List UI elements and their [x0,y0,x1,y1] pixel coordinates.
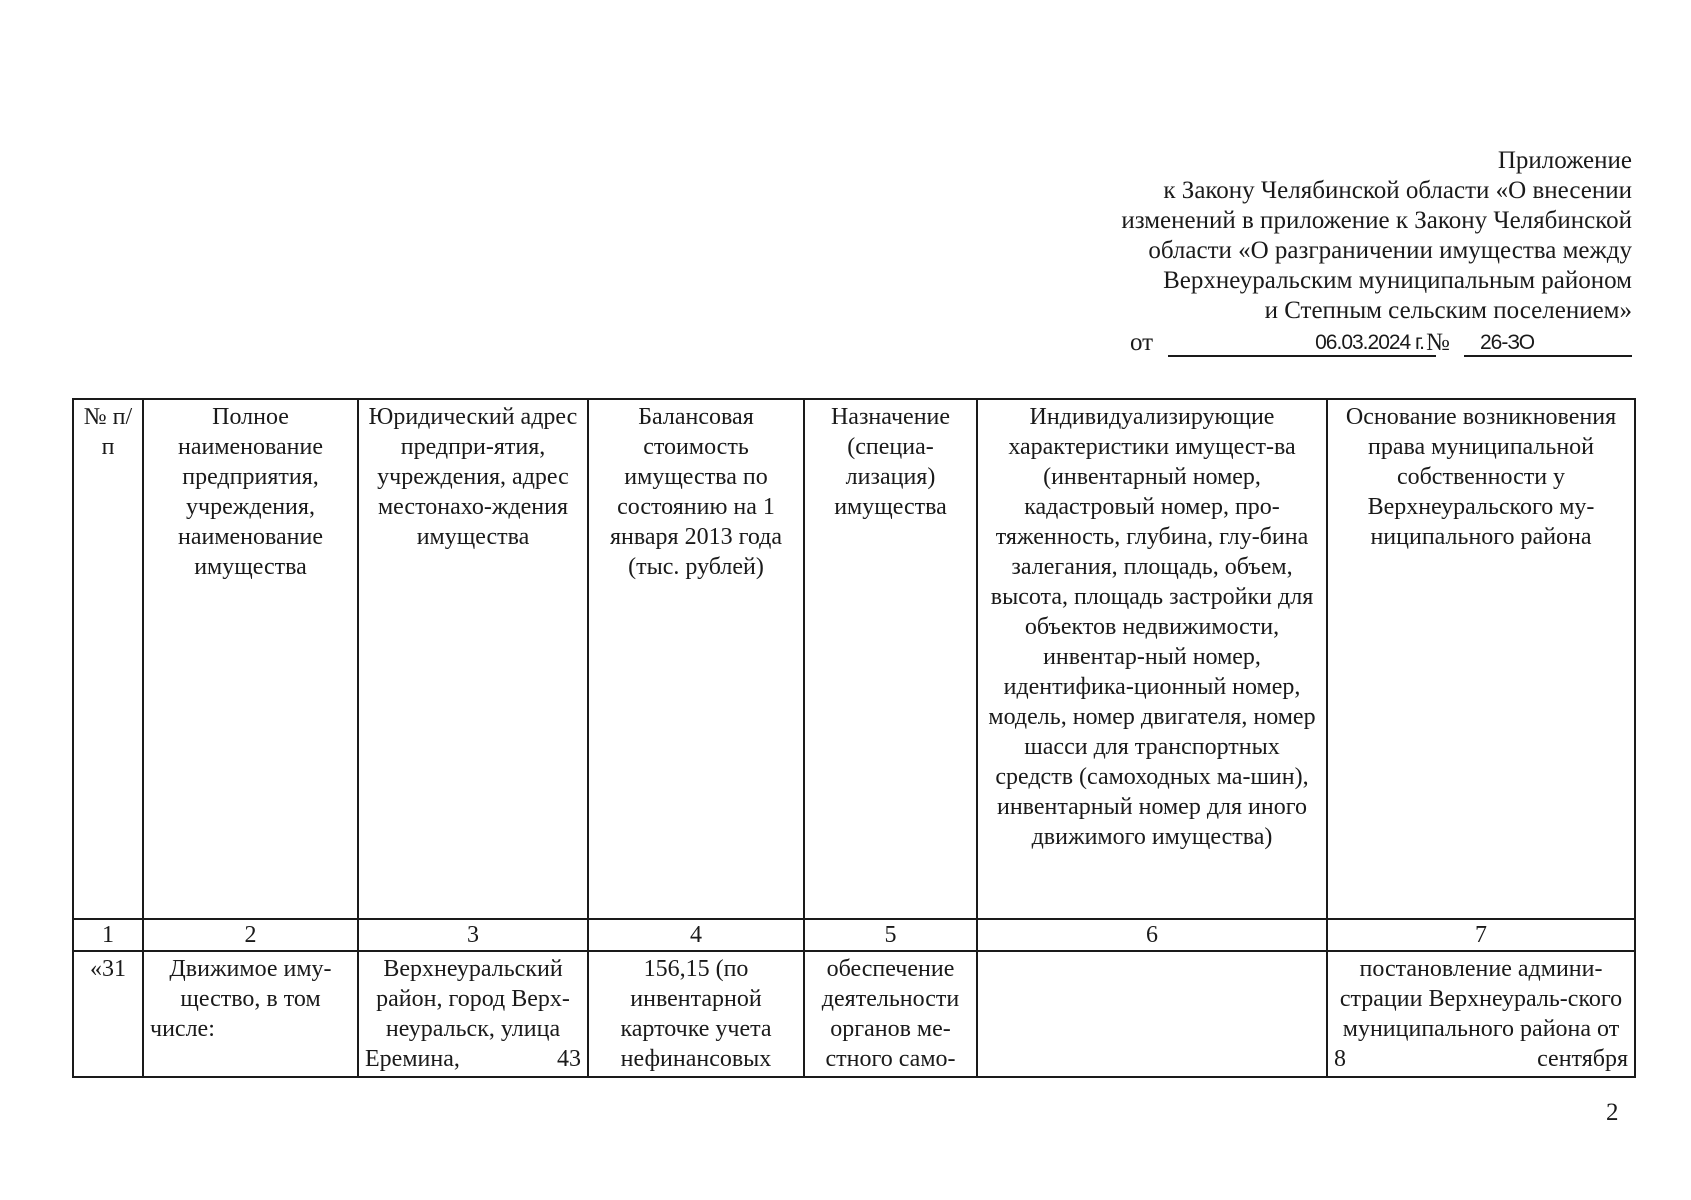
table-header-row [73,399,1635,919]
balance-value: 156,15 (по инвентарной карточке учета нефинансовых [588,951,804,1077]
property-table [72,398,1636,1078]
page-number: 2 [1606,1099,1619,1126]
number-sign: № [1426,329,1450,356]
row-number: «31 [73,951,143,1077]
property-purpose: обеспечение деятельности органов ме-стного само- [804,951,977,1077]
column-number: 4 [588,919,804,951]
header-cell-num: № п/п [73,399,143,919]
header-line: к Закону Челябинской области «О внесении [1163,177,1632,204]
header-line: изменений в приложение к Закону Челябинской [1121,207,1632,234]
header-cell-address: Юридический адрес предпри-ятия, учреждения, адрес местонахо-ждения имущества [358,399,588,919]
column-number: 5 [804,919,977,951]
header-line: и Степным сельским поселением» [1264,297,1632,324]
header-cell-characteristics: Индивидуализирующие характеристики имущест-ва (инвентарный номер, кадастровый номер, про-тяженность, глубина, глу-бина залегания, площадь, объем, высота, площадь застройки для объектов недвижимости, инвентар-ный номер, идентифика-ционный номер, модель, номер двигателя, номер шасси для транспортных средств (самоходных ма-шин), инвентарный номер для иного движимого имущества) [977,399,1327,919]
law-number: 26-ЗО [1464,328,1632,357]
ownership-basis: постановление админи-страции Верхнеураль-ского муниципального района от 8 сентября [1327,951,1635,1077]
law-date: 06.03.2024 г. [1168,328,1436,357]
header-cell-name: Полное наименование предприятия, учреждения, наименование имущества [143,399,358,919]
ot-label: от [1130,329,1154,356]
column-number: 7 [1327,919,1635,951]
header-line: области «О разграничении имущества между [1148,237,1632,264]
header-line: Приложение [1497,147,1632,174]
column-number-row [73,919,1635,951]
property-address: Верхнеуральский район, город Верх-неуральск, улица Еремина, 43 [358,951,588,1077]
column-number: 2 [143,919,358,951]
column-number: 1 [73,919,143,951]
column-number: 3 [358,919,588,951]
header-cell-basis: Основание возникновения права муниципальной собственности у Верхнеуральского му-ниципального района [1327,399,1635,919]
property-characteristics [977,951,1327,1077]
header-cell-value: Балансовая стоимость имущества по состоянию на 1 января 2013 года (тыс. рублей) [588,399,804,919]
table-row [73,951,1635,1077]
appendix-header [1050,146,1632,326]
header-line: Верхнеуральским муниципальным районом [1163,267,1632,294]
property-name: Движимое иму-щество, в том числе: [143,951,358,1077]
column-number: 6 [977,919,1327,951]
header-cell-purpose: Назначение (специа-лизация) имущества [804,399,977,919]
